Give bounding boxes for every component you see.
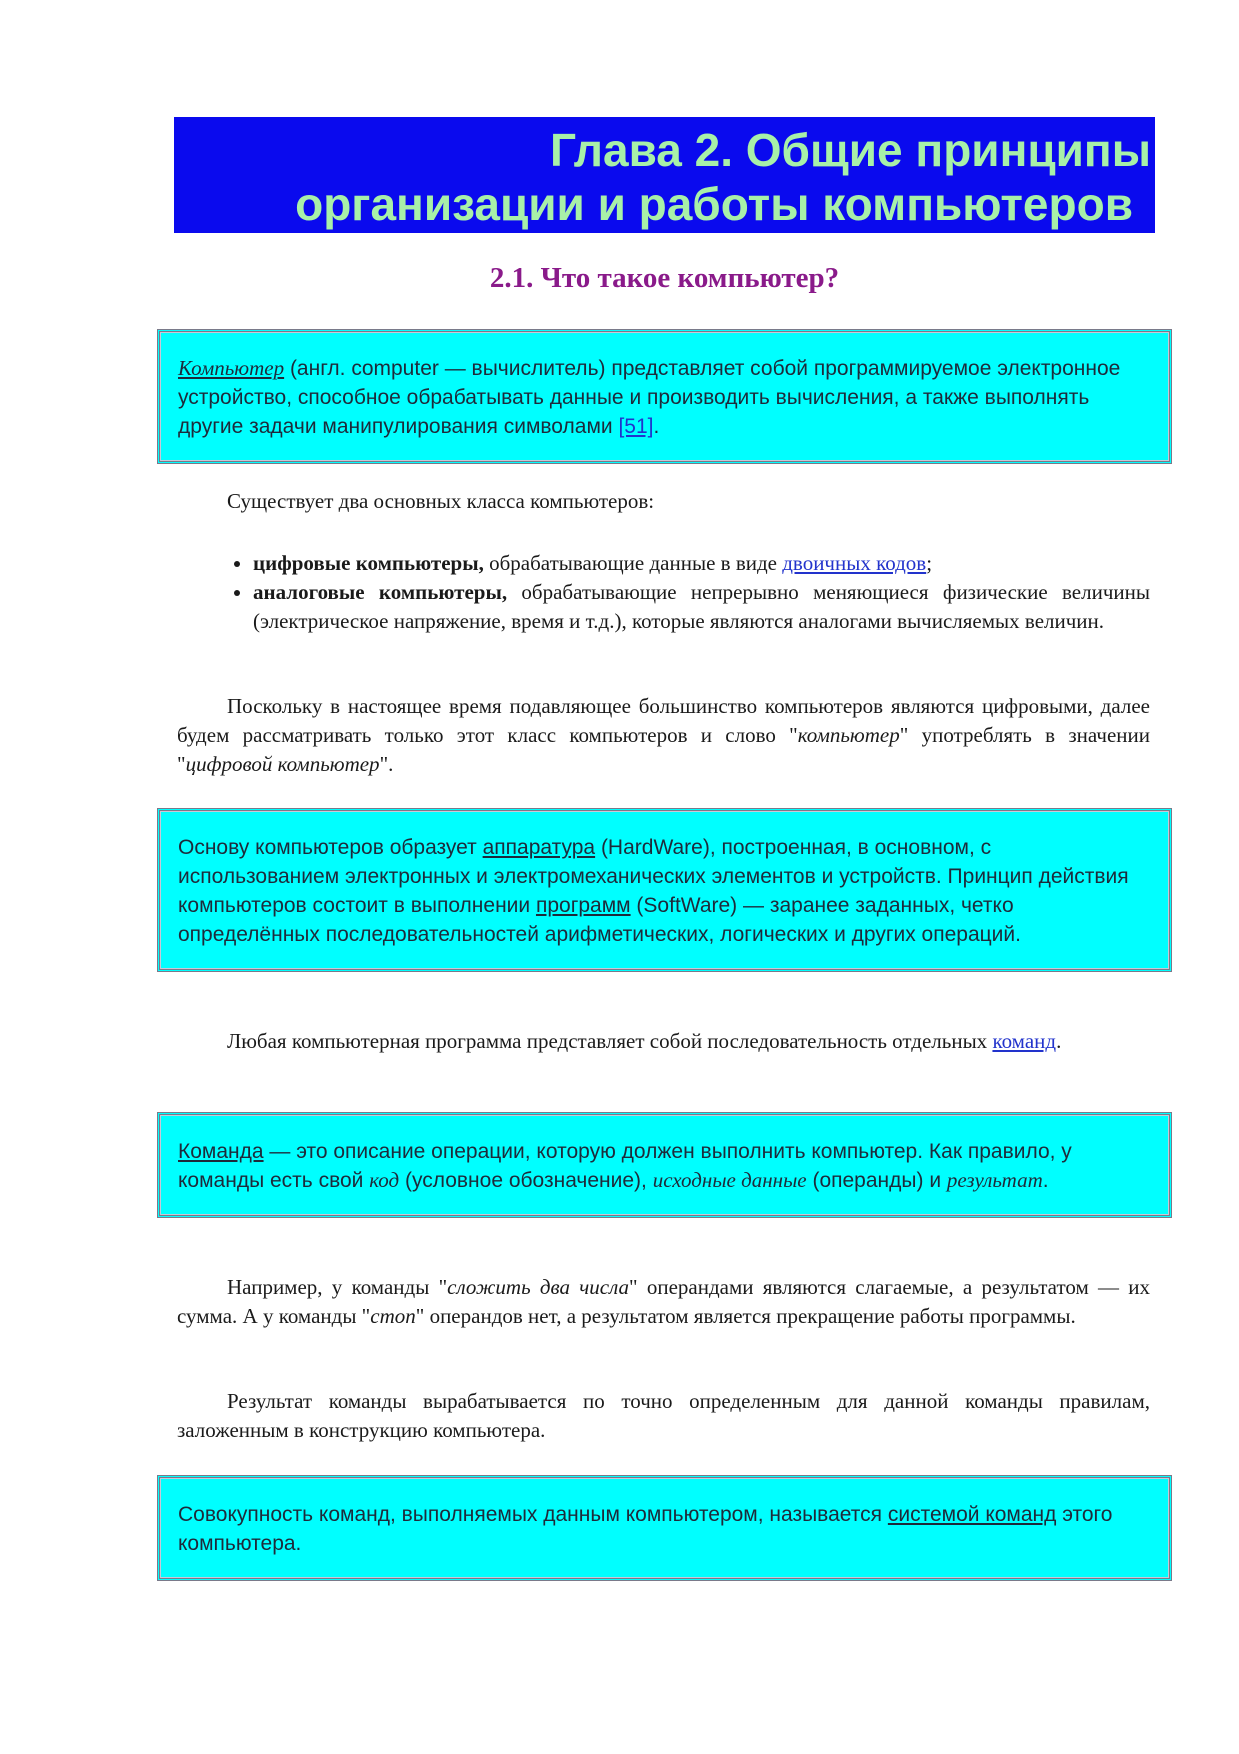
hardware-text-a: Основу компьютеров образует: [178, 836, 483, 859]
analog-text: обрабатывающие непрерывно меняющиеся физические величины (электрическое напряжение, время и т.д.), которые являются аналогами вычисляемых величин.: [253, 580, 1150, 633]
definition-end: .: [653, 415, 660, 438]
term-programs: программ: [535, 894, 631, 917]
example-paragraph: [177, 1273, 1150, 1331]
intro-paragraph: Существует два основных класса компьютеров:: [227, 489, 655, 513]
analog-term: аналоговые компьютеры,: [253, 580, 508, 604]
program-paragraph: [177, 1027, 1150, 1056]
example-text-b: " операндами являются слагаемые, а результатом — их сумма. А у команды ": [177, 1275, 1150, 1328]
hardware-text-b: (HardWare), построенная, в основном, с использованием электронных и электромеханических элементов и устройств. Принцип действия компьютеров состоит в выполнении: [178, 836, 1129, 917]
definition-box-command: [157, 1112, 1172, 1218]
command-text-d: .: [1042, 1169, 1049, 1192]
definition-text: (англ. computer — вычислитель) представляет собой программируемое электронное устройство, способное обрабатывать данные и производить вычисления, а также выполнять другие задачи манипулирования символами: [178, 357, 1121, 438]
term-computer: Компьютер: [178, 356, 285, 380]
italic-stop: стоп: [370, 1304, 416, 1328]
reference-link-51[interactable]: [51]: [618, 415, 654, 438]
hardware-text-c: (SoftWare) — заранее заданных, четко определённых последовательностей арифметических, логических и других операций.: [178, 894, 1021, 946]
list-item-analog: [253, 578, 1150, 636]
chapter-title-line2: организации и работы компьютеров: [295, 178, 1133, 230]
term-command: Команда: [178, 1140, 264, 1163]
command-text-a: — это описание операции, которую должен выполнить компьютер. Как правило, у команды есть свой: [178, 1140, 1072, 1192]
command-text-b: (условное обозначение),: [399, 1169, 653, 1192]
italic-code: код: [369, 1168, 400, 1192]
definition-box-computer: [157, 329, 1172, 464]
list-item-digital: [253, 549, 1150, 578]
chapter-title-line1: Глава 2. Общие принципы: [550, 124, 1151, 176]
command-system-text-b: этого компьютера.: [178, 1503, 1113, 1555]
term-command-system: системой команд: [887, 1503, 1057, 1526]
chapter-banner: [174, 117, 1155, 233]
digital-term: цифровые компьютеры,: [253, 551, 484, 575]
command-text-c: (операнды) и: [806, 1169, 947, 1192]
program-paragraph-text: Любая компьютерная программа представляет собой последовательность отдельных: [227, 1029, 993, 1053]
italic-computer: компьютер: [797, 723, 900, 747]
result-paragraph: Результат команды вырабатывается по точно определенным для данной команды правилам, заложенным в конструкцию компьютера.: [177, 1389, 1150, 1442]
binary-codes-link[interactable]: двоичных кодов: [782, 551, 927, 575]
example-text-c: " операндов нет, а результатом является прекращение работы программы.: [415, 1304, 1076, 1328]
digital-paragraph: [177, 692, 1150, 779]
italic-add-two-numbers: сложить два числа: [447, 1275, 629, 1299]
command-system-text-a: Совокупность команд, выполняемых данным компьютером, называется: [178, 1503, 888, 1526]
term-hardware: аппаратура: [482, 836, 596, 859]
definition-box-hardware: [157, 808, 1172, 972]
definition-box-command-system: [157, 1475, 1172, 1581]
section-title: 2.1. Что такое компьютер?: [489, 262, 840, 294]
italic-result: результат: [946, 1168, 1043, 1192]
computer-classes-list: [177, 549, 1150, 636]
italic-source-data: исходные данные: [652, 1168, 807, 1192]
digital-tail: ;: [926, 551, 933, 575]
digital-paragraph-end: ".: [379, 752, 394, 776]
digital-paragraph-text: Поскольку в настоящее время подавляющее большинство компьютеров являются цифровыми, далее будем рассматривать только этот класс компьютеров и слово ": [177, 694, 1150, 747]
italic-digital-computer: цифровой компьютер: [185, 752, 380, 776]
program-paragraph-end: .: [1056, 1029, 1062, 1053]
digital-paragraph-mid: " употреблять в значении ": [177, 723, 1150, 776]
commands-link[interactable]: команд: [992, 1029, 1057, 1053]
example-text-a: Например, у команды ": [227, 1275, 448, 1299]
digital-text: обрабатывающие данные в виде: [483, 551, 783, 575]
